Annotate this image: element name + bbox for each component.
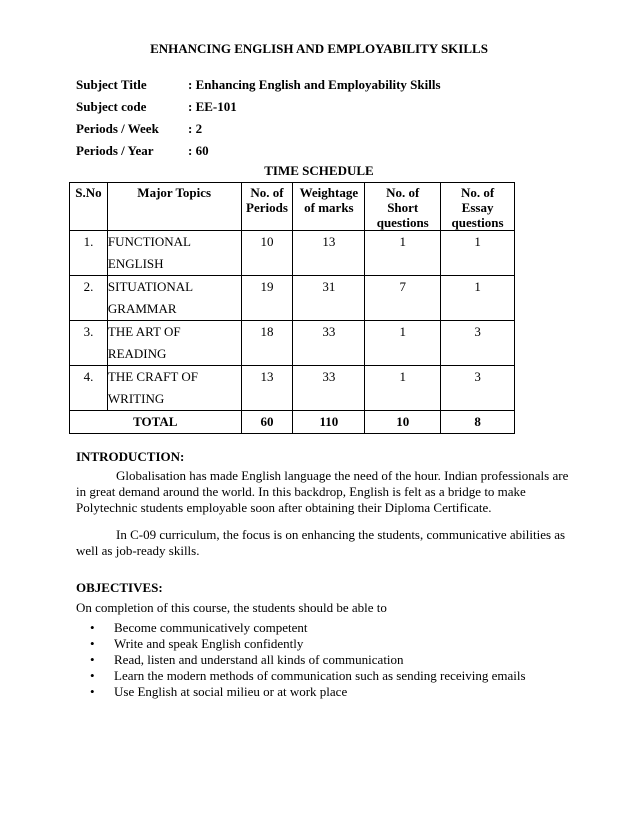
- cell-periods: 10: [241, 231, 293, 276]
- bullet-icon: •: [90, 636, 95, 651]
- objective-text: Use English at social milieu or at work place: [114, 684, 348, 699]
- cell-topic: [107, 231, 241, 276]
- objectives-intro: On completion of this course, the students should be able to: [76, 600, 387, 615]
- table-row: [70, 366, 515, 411]
- cell-sno: 2.: [70, 276, 108, 321]
- info-label: Subject Title: [76, 77, 147, 92]
- introduction-heading: INTRODUCTION:: [76, 449, 185, 464]
- header-periods-line1: No. of: [250, 185, 284, 200]
- cell-short: 7: [365, 276, 441, 321]
- cell-weightage: 33: [293, 321, 365, 366]
- cell-essay: 3: [441, 366, 515, 411]
- list-item: [90, 620, 526, 636]
- cell-short: 1: [365, 366, 441, 411]
- header-sno: S.No: [70, 183, 108, 231]
- table-total-row: [70, 411, 515, 434]
- bullet-icon: •: [90, 652, 95, 667]
- topic-line1: SITUATIONAL: [107, 279, 194, 294]
- objective-text: Become communicatively competent: [114, 620, 308, 635]
- cell-topic: [107, 321, 241, 366]
- info-subject-title: [76, 77, 441, 93]
- cell-total-periods: 60: [241, 411, 293, 434]
- objective-text: Learn the modern methods of communication such as sending receiving emails: [114, 668, 526, 683]
- introduction-paragraph-1: Globalisation has made English language the need of the hour. Indian professionals are in great demand around the world. In this backdrop, English is felt as a bridge to make Polytechnic students employable soon after obtaining their Diploma Certificate.: [76, 468, 569, 515]
- info-subject-code: [76, 99, 237, 115]
- cell-sno: 1.: [70, 231, 108, 276]
- info-label: Subject code: [76, 99, 147, 114]
- table-row: [70, 276, 515, 321]
- cell-total-weightage: 110: [293, 411, 365, 434]
- cell-sno: 4.: [70, 366, 108, 411]
- header-essay-line2: Essay: [461, 200, 494, 215]
- topic-line1: THE ART OF: [107, 324, 181, 339]
- cell-total-essay: 8: [441, 411, 515, 434]
- topic-line1: FUNCTIONAL: [107, 234, 191, 249]
- introduction-paragraph-2: In C-09 curriculum, the focus is on enhancing the students, communicative abilities as well as job-ready skills.: [76, 527, 566, 558]
- cell-weightage: 13: [293, 231, 365, 276]
- topic-line2: WRITING: [107, 391, 165, 406]
- cell-essay: 3: [441, 321, 515, 366]
- header-essay-questions: [441, 183, 515, 231]
- header-major-topics: Major Topics: [107, 183, 241, 231]
- objective-text: Read, listen and understand all kinds of communication: [114, 652, 404, 667]
- topic-line2: ENGLISH: [107, 256, 164, 271]
- cell-essay: 1: [441, 276, 515, 321]
- cell-short: 1: [365, 231, 441, 276]
- topic-line1: THE CRAFT OF: [107, 369, 198, 384]
- cell-weightage: 33: [293, 366, 365, 411]
- header-short-line2: Short: [387, 200, 419, 215]
- info-label: Periods / Year: [76, 143, 154, 158]
- header-essay-line3: questions: [451, 215, 504, 230]
- info-periods-week: [76, 121, 202, 137]
- objectives-list: [76, 620, 526, 700]
- header-short-questions: [365, 183, 441, 231]
- list-item: [90, 684, 526, 700]
- topic-line2: READING: [107, 346, 167, 361]
- info-value: : EE-101: [188, 99, 237, 114]
- cell-topic: [107, 366, 241, 411]
- info-value: : 2: [188, 121, 203, 136]
- info-value: : Enhancing English and Employability Skills: [188, 77, 441, 92]
- header-short-line3: questions: [376, 215, 429, 230]
- cell-sno: 3.: [70, 321, 108, 366]
- cell-total-label: TOTAL: [70, 411, 242, 434]
- header-weightage-line2: of marks: [304, 200, 354, 215]
- time-schedule-table: [69, 182, 515, 434]
- cell-topic: [107, 276, 241, 321]
- info-value: : 60: [188, 143, 209, 158]
- table-header-row: [70, 183, 515, 231]
- document-title: ENHANCING ENGLISH AND EMPLOYABILITY SKILLS: [150, 41, 488, 56]
- objective-text: Write and speak English confidently: [114, 636, 304, 651]
- bullet-icon: •: [90, 620, 95, 635]
- header-periods-line2: Periods: [246, 200, 288, 215]
- bullet-icon: •: [90, 684, 95, 699]
- cell-essay: 1: [441, 231, 515, 276]
- table-row: [70, 321, 515, 366]
- info-label: Periods / Week: [76, 121, 159, 136]
- cell-periods: 13: [241, 366, 293, 411]
- topic-line2: GRAMMAR: [107, 301, 177, 316]
- schedule-title: TIME SCHEDULE: [264, 163, 374, 178]
- objectives-heading: OBJECTIVES:: [76, 580, 163, 595]
- cell-weightage: 31: [293, 276, 365, 321]
- cell-short: 1: [365, 321, 441, 366]
- cell-periods: 18: [241, 321, 293, 366]
- header-periods: [241, 183, 293, 231]
- header-weightage: [293, 183, 365, 231]
- bullet-icon: •: [90, 668, 95, 683]
- cell-total-short: 10: [365, 411, 441, 434]
- list-item: [90, 668, 526, 684]
- cell-periods: 19: [241, 276, 293, 321]
- table-row: [70, 231, 515, 276]
- info-periods-year: [76, 143, 209, 159]
- list-item: [90, 636, 526, 652]
- header-essay-line1: No. of: [460, 185, 495, 200]
- header-weightage-line1: Weightage: [299, 185, 359, 200]
- header-short-line1: No. of: [386, 185, 420, 200]
- list-item: [90, 652, 526, 668]
